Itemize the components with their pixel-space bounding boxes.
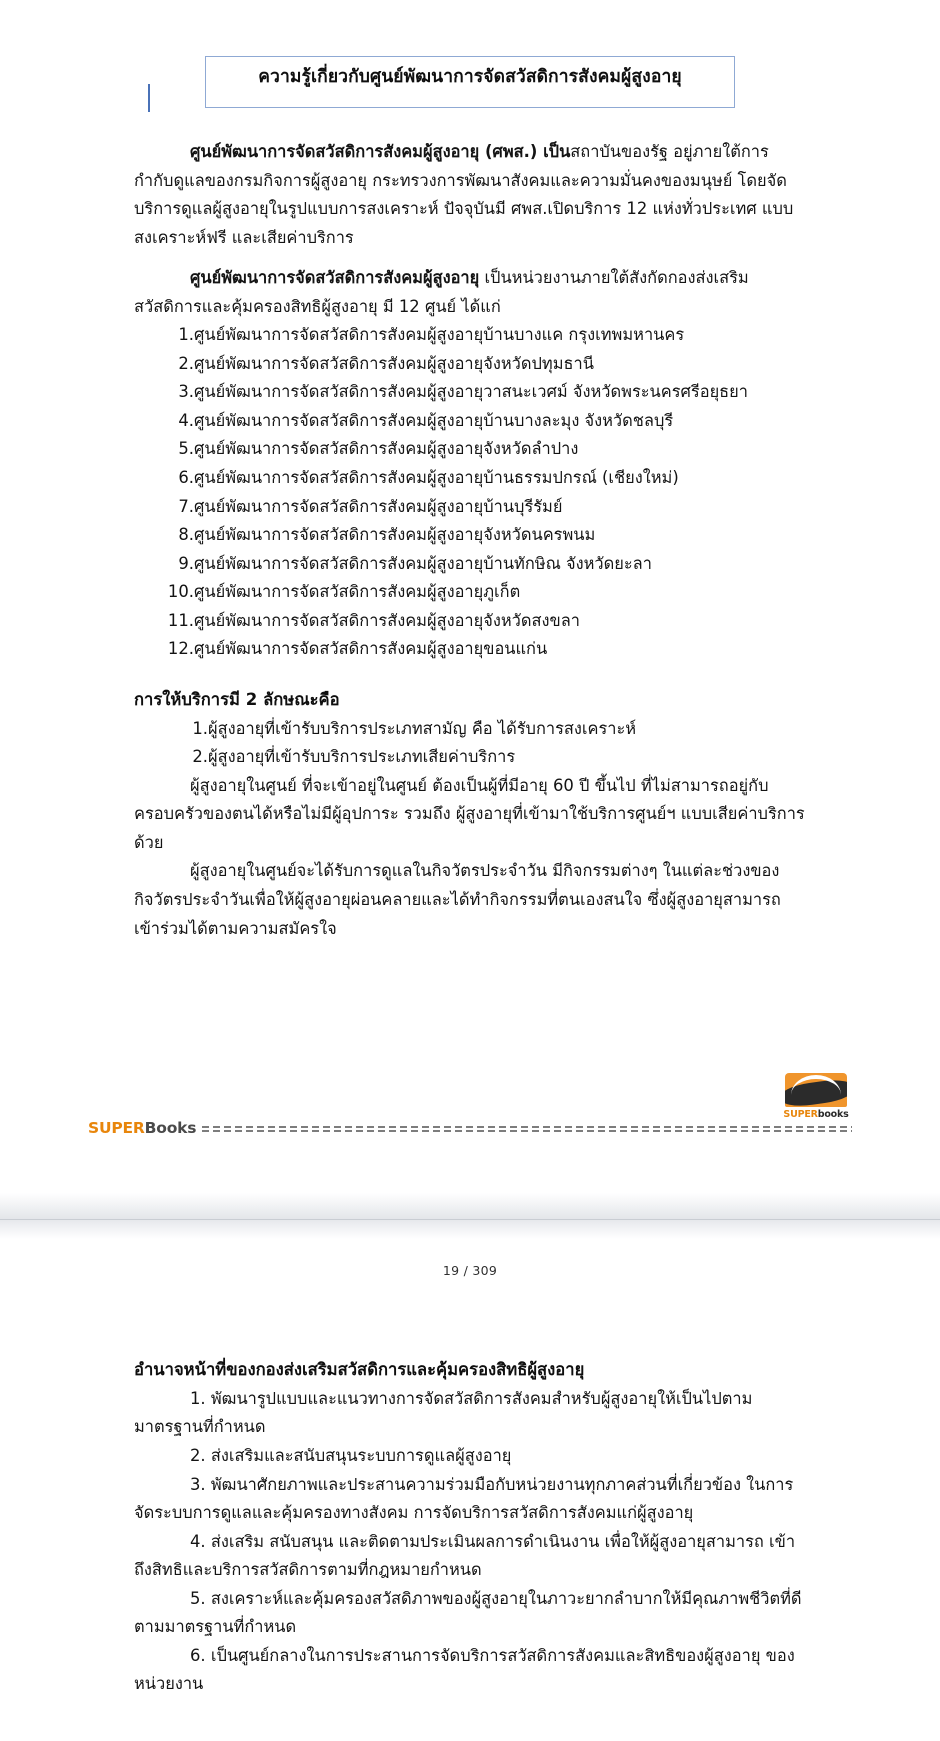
list-item — [134, 350, 806, 379]
list-item — [134, 378, 806, 407]
paragraph-intro-rest: สถาบันของรัฐ อยู่ภายใต้การกำกับดูแลของกรมกิจการผู้สูงอายุ กระทรวงการพัฒนาสังคมและความมั่นคงของมนุษย์ โดยจัดบริการดูแลผู้สูงอายุในรูปแบบการสงเคราะห์ ปัจจุบันมี ศพส.เปิดบริการ 12 แห่งทั่วประเทศ แบบสงเคราะห์ฟรี และเสียค่าบริการ — [134, 142, 794, 247]
page-separator — [0, 1193, 940, 1239]
paragraph-daily-activities: ผู้สูงอายุในศูนย์จะได้รับการดูแลในกิจวัตรประจำวัน มีกิจกรรมต่างๆ ในแต่ละช่วงของกิจวัตรประจำวันเพื่อให้ผู้สูงอายุผ่อนคลายและได้ทำกิจกรรมที่ตนเองสนใจ ซึ่งผู้สูงอายุสามารถเข้าร่วมได้ตามความสมัครใจ — [134, 861, 781, 938]
document-page-20 — [0, 1278, 940, 1699]
list-item — [134, 464, 806, 493]
list-item-label: ผู้สูงอายุที่เข้ารับบริการประเภทเสียค่าบริการ — [208, 747, 516, 767]
list-item-label: เป็นศูนย์กลางในการประสานการจัดบริการสวัสดิการสังคมและสิทธิของผู้สูงอายุ ของหน่วยงาน — [134, 1645, 795, 1694]
spacer — [134, 252, 806, 264]
list-item — [134, 635, 806, 664]
list-item-label: ศูนย์พัฒนาการจัดสวัสดิการสังคมผู้สูงอายุบ้านบุรีรัมย์ — [194, 496, 563, 516]
page-body — [134, 1356, 806, 1699]
list-item-number: 11. — [167, 610, 194, 630]
page-title: ความรู้เกี่ยวกับศูนย์พัฒนาการจัดสวัสดิการสังคมผู้สูงอายุ — [258, 67, 682, 87]
paragraph-eligibility: ผู้สูงอายุในศูนย์ ที่จะเข้าอยู่ในศูนย์ ต้องเป็นผู้ที่มีอายุ 60 ปี ขึ้นไป ที่ไม่สามารถอยู่กับครอบครัวของตนได้หรือไม่มีผู้อุปการะ รวมถึง ผู้สูงอายุที่เข้ามาใช้บริการศูนย์ฯ แบบเสียค่าบริการด้วย — [134, 775, 805, 852]
duties-list — [134, 1385, 806, 1699]
list-item-label: ส่งเสริมและสนับสนุนระบบการดูแลผู้สูงอายุ — [210, 1446, 512, 1466]
list-item — [134, 321, 806, 350]
paragraph-intro — [134, 138, 806, 252]
list-item-number: 2. — [192, 747, 208, 767]
logo-mark-icon — [785, 1073, 847, 1107]
list-item-label: ศูนย์พัฒนาการจัดสวัสดิการสังคมผู้สูงอายุจังหวัดสงขลา — [194, 610, 580, 630]
list-item — [134, 493, 806, 522]
list-item — [134, 435, 806, 464]
list-item-number: 1. — [192, 718, 208, 738]
paragraph-units-lead: ศูนย์พัฒนาการจัดสวัสดิการสังคมผู้สูงอายุ — [190, 268, 480, 288]
list-item-label: สงเคราะห์และคุ้มครองสวัสดิภาพของผู้สูงอายุในภาวะยากลำบากให้มีคุณภาพชีวิตที่ดี ตามมาตรฐานที่กำหนด — [134, 1588, 802, 1637]
list-item-number: 3. — [178, 382, 194, 402]
list-item — [134, 1442, 806, 1471]
list-item-number: 1. — [178, 325, 194, 345]
list-item — [134, 607, 806, 636]
list-item-label: ศูนย์พัฒนาการจัดสวัสดิการสังคมผู้สูงอายุจังหวัดปทุมธานี — [194, 353, 594, 373]
list-item-number: 1. — [190, 1388, 206, 1408]
list-item-number: 2. — [190, 1446, 206, 1466]
list-item — [134, 407, 806, 436]
superbooks-logo — [780, 1073, 852, 1129]
list-item-label: ศูนย์พัฒนาการจัดสวัสดิการสังคมผู้สูงอายุจังหวัดนครพนม — [194, 525, 596, 545]
list-item-label: ศูนย์พัฒนาการจัดสวัสดิการสังคมผู้สูงอายุบ้านธรรมปกรณ์ (เชียงใหม่) — [194, 468, 679, 488]
list-item-label: ศูนย์พัฒนาการจัดสวัสดิการสังคมผู้สูงอายุวาสนะเวศม์ จังหวัดพระนครศรีอยุธยา — [194, 382, 748, 402]
list-item-number: 3. — [190, 1474, 206, 1494]
title-box — [205, 56, 735, 108]
list-item — [134, 578, 806, 607]
list-item-label: ศูนย์พัฒนาการจัดสวัสดิการสังคมผู้สูงอายุจังหวัดลำปาง — [194, 439, 579, 459]
list-item-number: 4. — [190, 1531, 206, 1551]
logo-wordmark — [780, 1109, 852, 1120]
footer-divider — [202, 1125, 852, 1132]
logo-word-super: SUPER — [783, 1109, 818, 1121]
list-item — [134, 715, 806, 744]
service-type-list — [134, 715, 806, 772]
paragraph-units-rest: เป็นหน่วยงานภายใต้สังกัดกองส่งเสริมสวัสดิการและคุ้มครองสิทธิผู้สูงอายุ มี 12 ศูนย์ ได้แก่ — [134, 268, 749, 316]
section-heading-services: การให้บริการมี 2 ลักษณะคือ — [134, 689, 340, 709]
list-item-number: 4. — [178, 410, 194, 430]
footer-brand-books: Books — [144, 1119, 197, 1138]
list-item — [134, 1528, 806, 1585]
list-item-label: ศูนย์พัฒนาการจัดสวัสดิการสังคมผู้สูงอายุภูเก็ต — [194, 582, 521, 602]
list-item-label: ผู้สูงอายุที่เข้ารับบริการประเภทสามัญ คือ ได้รับการสงเคราะห์ — [208, 718, 637, 738]
list-item — [134, 1471, 806, 1528]
list-item-number: 2. — [178, 353, 194, 373]
page-body — [134, 108, 806, 943]
paragraph-units — [134, 264, 806, 321]
list-item — [134, 550, 806, 579]
list-item — [134, 1385, 806, 1442]
section-heading-authority: อำนาจหน้าที่ของกองส่งเสริมสวัสดิการและคุ้มครองสิทธิผู้สูงอายุ — [134, 1360, 585, 1380]
list-item-label: พัฒนาศักยภาพและประสานความร่วมมือกับหน่วยงานทุกภาคส่วนที่เกี่ยวข้อง ในการจัดระบบการดูแลและคุ้มครองทางสังคม การจัดบริการสวัสดิการสังคมแก่ผู้สูงอายุ — [134, 1474, 794, 1523]
list-item — [134, 1642, 806, 1699]
list-item — [134, 743, 806, 772]
logo-arc-icon — [791, 1075, 841, 1095]
list-item — [134, 521, 806, 550]
list-item-label: ศูนย์พัฒนาการจัดสวัสดิการสังคมผู้สูงอายุบ้านบางละมุง จังหวัดชลบุรี — [194, 410, 674, 430]
list-item-label: ศูนย์พัฒนาการจัดสวัสดิการสังคมผู้สูงอายุบ้านทักษิณ จังหวัดยะลา — [194, 553, 652, 573]
list-item-number: 9. — [178, 553, 194, 573]
list-item-number: 6. — [178, 468, 194, 488]
spacer — [134, 664, 806, 686]
list-item — [134, 1585, 806, 1642]
list-item-number: 6. — [190, 1645, 206, 1665]
logo-word-books: books — [817, 1109, 849, 1121]
list-item-label: ศูนย์พัฒนาการจัดสวัสดิการสังคมผู้สูงอายุขอนแก่น — [194, 639, 548, 659]
paragraph-intro-lead: ศูนย์พัฒนาการจัดสวัสดิการสังคมผู้สูงอายุ (ศพส.) เป็น — [190, 142, 571, 161]
center-list — [134, 321, 806, 664]
list-item-label: ศูนย์พัฒนาการจัดสวัสดิการสังคมผู้สูงอายุบ้านบางแค กรุงเทพมหานคร — [194, 325, 685, 345]
footer-brand-super: SUPER — [88, 1119, 145, 1138]
page-footer — [0, 1063, 940, 1183]
footer-brand — [88, 1119, 196, 1137]
page-indicator: 19 / 309 — [442, 1263, 498, 1279]
list-item-number: 10. — [167, 582, 194, 602]
text-cursor — [148, 84, 150, 112]
list-item-number: 5. — [178, 439, 194, 459]
footer-brand-rule — [88, 1119, 852, 1137]
list-item-label: พัฒนารูปแบบและแนวทางการจัดสวัสดิการสังคมสำหรับผู้สูงอายุให้เป็นไปตามมาตรฐานที่กำหนด — [134, 1388, 753, 1437]
title-area — [0, 0, 940, 108]
list-item-number: 5. — [190, 1588, 206, 1608]
list-item-number: 12. — [167, 639, 194, 659]
list-item-label: ส่งเสริม สนับสนุน และติดตามประเมินผลการดำเนินงาน เพื่อให้ผู้สูงอายุสามารถ เข้าถึงสิทธิและบริการสวัสดิการตามที่กฎหมายกำหนด — [134, 1531, 796, 1580]
list-item-number: 8. — [178, 525, 194, 545]
list-item-number: 7. — [178, 496, 194, 516]
